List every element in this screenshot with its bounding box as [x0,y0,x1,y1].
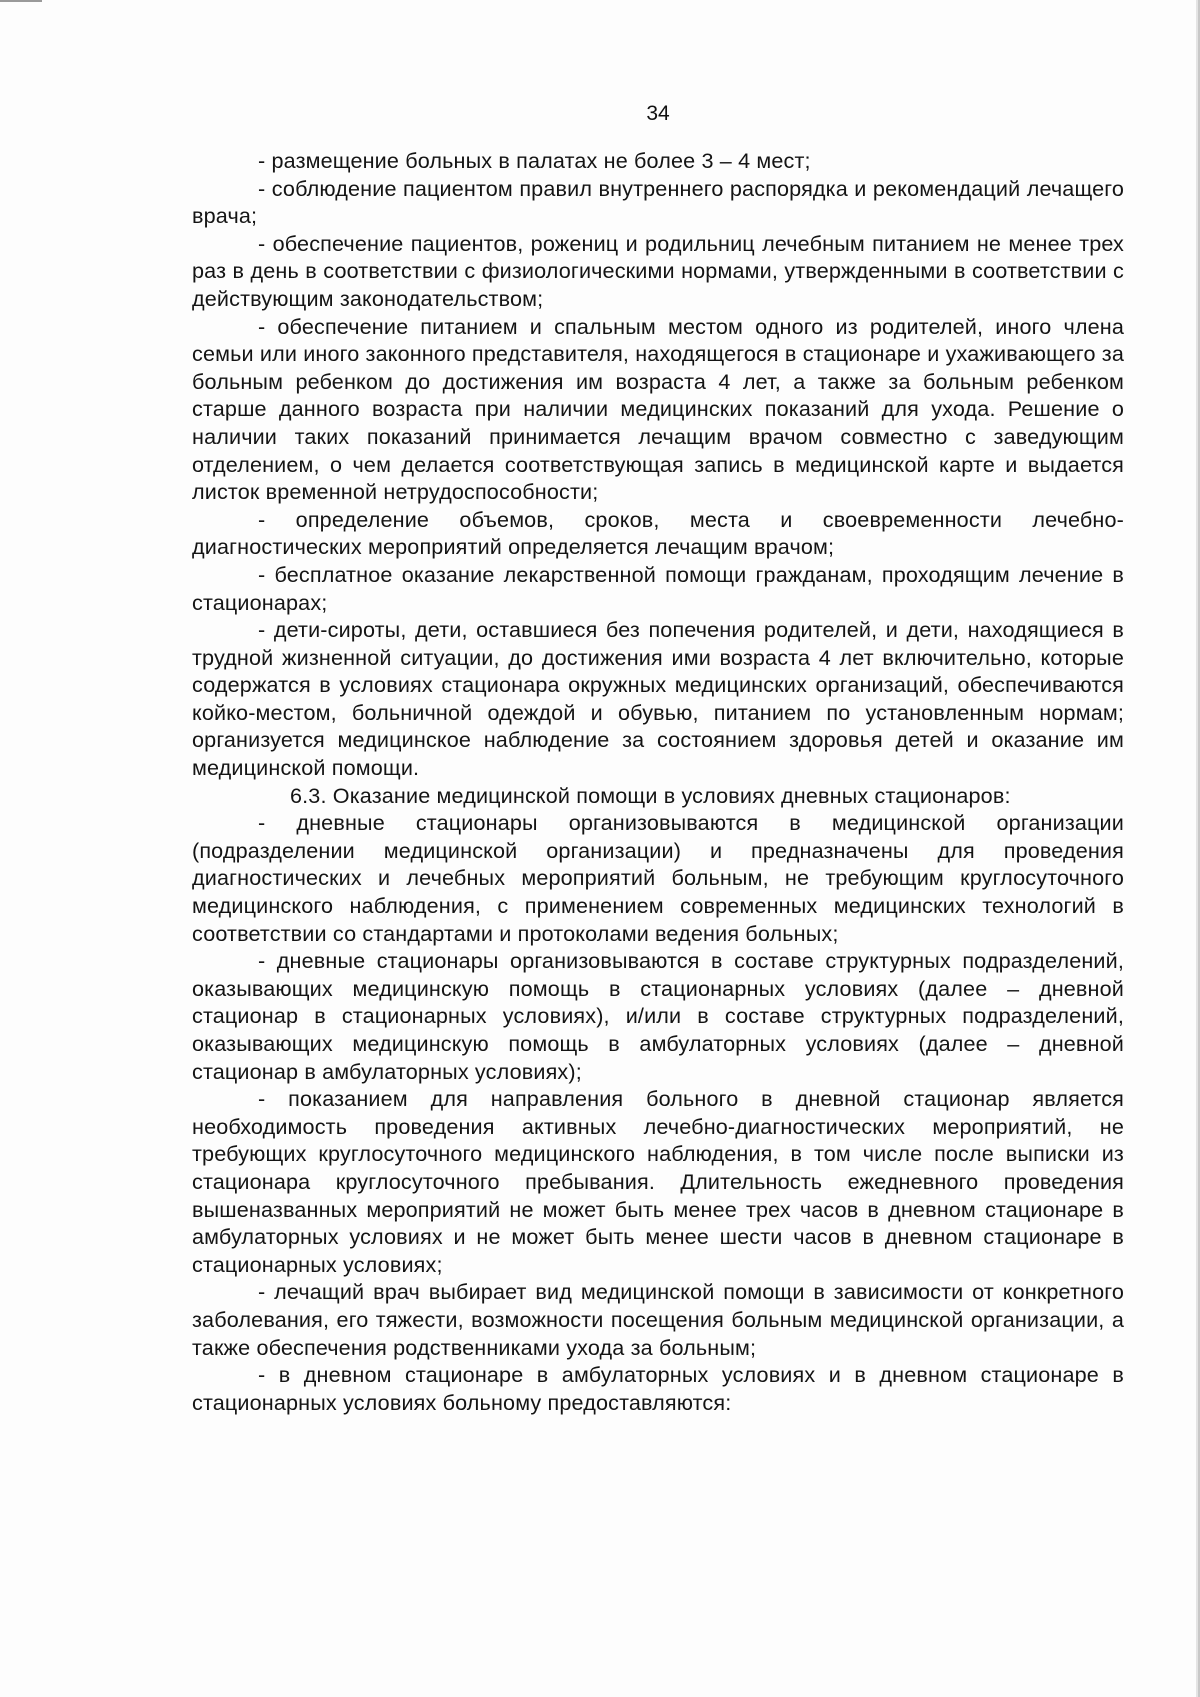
paragraph-referral-indication: - показанием для направления больного в дневной стационар является необходимость проведения активных лечебно-диагностических мероприятий, не требующих круглосуточного медицинского наблюдения, в том числе после выписки из стационара круглосуточного пребывания. Длительность ежедневного проведения вышеназванных мероприятий не может быть менее трех часов в дневном стационаре в амбулаторных условиях и не может быть менее шести часов в дневном стационаре в стационарных условиях; [192,1086,1124,1277]
scan-edge-mark [0,0,42,2]
paragraph-regime: - соблюдение пациентом правил внутреннего распорядка и рекомендаций лечащего врача; [192,175,1124,229]
paragraph-doctor-choice: - лечащий врач выбирает вид медицинской помощи в зависимости от конкретного заболевания, его тяжести, возможности посещения больным медицинской организации, а также обеспечения родственниками ухода за больным; [192,1279,1124,1360]
section-heading-6-3: 6.3. Оказание медицинской помощи в условиях дневных стационаров: [290,782,1011,808]
paragraph-scope-of-care: - определение объемов, сроков, места и своевременности лечебно-диагностических мероприятий определяется лечащим врачом; [192,506,1124,560]
paragraph-nutrition: - обеспечение пациентов, рожениц и родильниц лечебным питанием не менее трех раз в день в соответствии с физиологическими нормами, утвержденными в соответствии с действующим законодательством; [192,230,1124,311]
document-body [192,147,1124,1416]
paragraph-free-medication: - бесплатное оказание лекарственной помощи гражданам, проходящим лечение в стационарах; [192,561,1124,615]
page-number: 34 [646,102,670,125]
paragraph-placement: - размещение больных в палатах не более 3 – 4 мест; [258,148,811,173]
paragraph-day-hospital-organization: - дневные стационары организовываются в медицинской организации (подразделении медицинской организации) и предназначены для проведения диагностических и лечебных мероприятий больным, не требующим круглосуточного медицинского наблюдения, с применением современных медицинских технологий в соответствии со стандартами и протоколами ведения больных; [192,810,1124,946]
paragraph-provided-services: - в дневном стационаре в амбулаторных условиях и в дневном стационаре в стационарных условиях больному предоставляются: [192,1362,1124,1415]
paragraph-day-hospital-structure: - дневные стационары организовываются в составе структурных подразделений, оказывающих медицинскую помощь в стационарных условиях (далее – дневной стационар в стационарных условиях), и/или в составе структурных подразделений, оказывающих медицинскую помощь в амбулаторных условиях (далее – дневной стационар в амбулаторных условиях); [192,948,1124,1084]
paragraph-orphans: - дети-сироты, дети, оставшиеся без попечения родителей, и дети, находящиеся в трудной жизненной ситуации, до достижения ими возраста 4 лет включительно, которые содержатся в условиях стационара окружных медицинских организаций, обеспечиваются койко-местом, больничной одеждой и обувью, питанием по установленным нормам; организуется медицинское наблюдение за состоянием здоровья детей и оказание им медицинской помощи. [192,617,1124,781]
paragraph-parent-care: - обеспечение питанием и спальным местом одного из родителей, иного члена семьи или иного законного представителя, находящегося в стационаре и ухаживающего за больным ребенком до достижения им возраста 4 лет, а также за больным ребенком старше данного возраста при наличии медицинских показаний для ухода. Решение о наличии таких показаний принимается лечащим врачом совместно с заведующим отделением, о чем делается соответствующая запись в медицинской карте и выдается листок временной нетрудоспособности; [192,313,1124,505]
